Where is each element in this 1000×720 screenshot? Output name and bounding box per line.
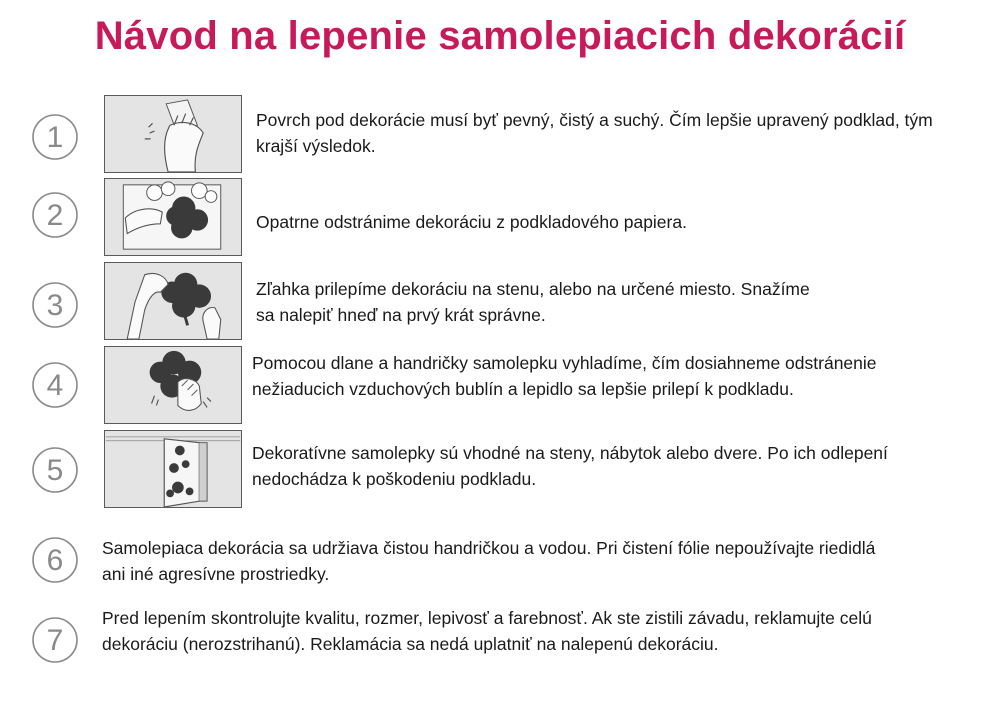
step-7-text: Pred lepením skontrolujte kvalitu, rozmer, lepivosť a farebnosť. Ak ste zistili závadu, reklamujte celú dekoráciu (nerozstrihanú). Reklamácia sa nedá uplatniť na nalepenú dekoráciu. [102, 608, 872, 654]
page-title: Návod na lepenie samolepiacich dekorácií [94, 14, 906, 58]
step-4-number-circle [30, 360, 80, 410]
step-4-number: 4 [46, 369, 64, 402]
step-2-text: Opatrne odstránime dekoráciu z podkladového papiera. [256, 212, 687, 232]
step-3-number-circle [30, 280, 80, 330]
step-3-number: 3 [46, 289, 64, 322]
applying-decal-illustration [104, 262, 242, 340]
step-1-number-circle [30, 112, 80, 162]
step-4-text: Pomocou dlane a handričky samolepku vyhladíme, čím dosiahneme odstránenie nežiaducich vzduchových bublín a lepidlo sa lepšie prilepí k podkladu. [252, 353, 877, 399]
step-7-number: 7 [46, 624, 64, 657]
wiping-wall-illustration [104, 95, 242, 173]
step-1-text: Povrch pod dekorácie musí byť pevný, čistý a suchý. Čím lepšie upravený podklad, tým krajší výsledok. [256, 110, 933, 156]
step-6-number: 6 [46, 544, 64, 577]
step-6-number-circle [30, 535, 80, 585]
step-5-text: Dekoratívne samolepky sú vhodné na steny, nábytok alebo dvere. Po ich odlepení nedochádza k poškodeniu podkladu. [252, 443, 888, 489]
step-5-number-circle [30, 445, 80, 495]
smoothing-decal-illustration [104, 346, 242, 424]
step-6-text: Samolepiaca dekorácia sa udržiava čistou handričkou a vodou. Pri čistení fólie nepoužívajte riedidlá ani iné agresívne prostriedky. [102, 538, 876, 584]
step-3-text: Zľahka prilepíme dekoráciu na stenu, alebo na určené miesto. Snažíme sa nalepiť hneď na prvý krát správne. [256, 279, 810, 325]
peeling-decal-illustration [104, 178, 242, 256]
step-1-number: 1 [46, 121, 64, 154]
step-2-number: 2 [46, 199, 64, 232]
step-7-number-circle [30, 615, 80, 665]
step-5-number: 5 [46, 454, 64, 487]
step-2-number-circle [30, 190, 80, 240]
door-decal-illustration [104, 430, 242, 508]
